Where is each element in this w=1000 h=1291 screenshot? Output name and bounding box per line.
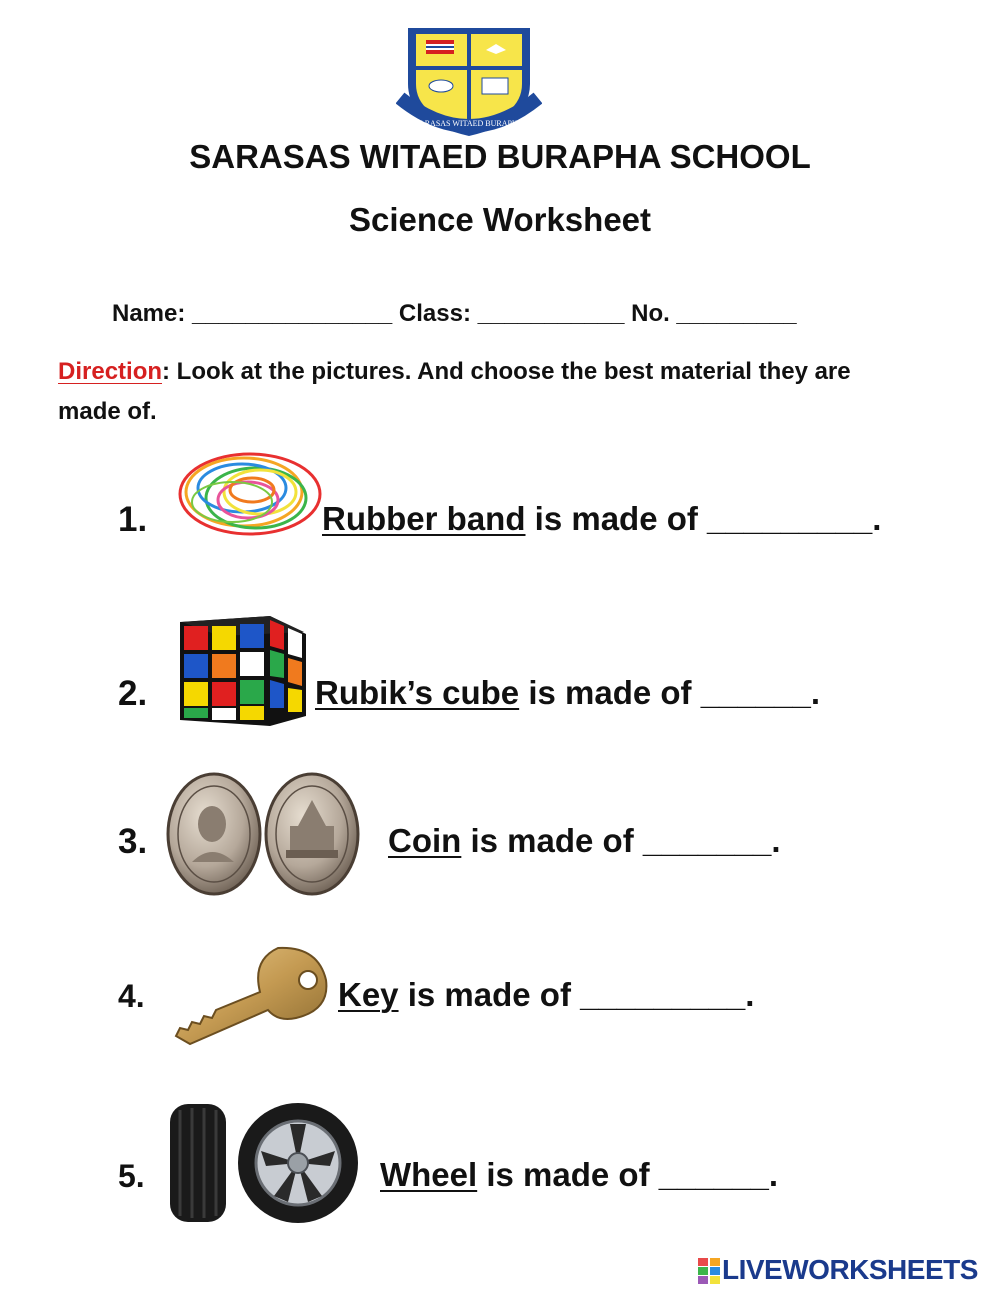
school-logo (396, 22, 542, 140)
question-subject: Coin (388, 822, 462, 859)
direction-block (58, 352, 938, 432)
question-text (388, 822, 781, 860)
wheel-image (166, 1100, 360, 1226)
liveworksheets-logo-icon (698, 1258, 720, 1284)
question-rest: is made of _________. (398, 976, 755, 1013)
question-number: 4. (118, 978, 145, 1014)
question-number: 1. (118, 500, 148, 539)
rubber-bands-image (172, 442, 328, 546)
question-rest: is made of ______. (519, 674, 820, 711)
question-subject: Key (338, 976, 399, 1013)
question-text (322, 500, 881, 538)
question-rest: is made of ______. (477, 1156, 779, 1193)
footer-brand[interactable]: LIVEWORKSHEETS (722, 1254, 978, 1285)
question-text (338, 976, 754, 1014)
direction-text: : Look at the pictures. And choose the best material they are (162, 358, 851, 385)
rubiks-cube-image (172, 604, 310, 728)
question-number: 5. (118, 1158, 145, 1194)
direction-text-line2: made of. (58, 398, 157, 425)
student-info-line: Name: _______________ Class: ___________ No. _________ (112, 300, 797, 327)
question-subject: Rubber band (322, 500, 526, 537)
question-subject: Wheel (380, 1156, 478, 1193)
question-rest: is made of _________. (525, 500, 882, 537)
question-text (315, 674, 820, 712)
key-image (168, 940, 334, 1048)
question-subject: Rubik’s cube (315, 674, 520, 711)
logo-ribbon-text: SARASAS WITAED BURAPHA (414, 119, 524, 128)
worksheet-title: Science Worksheet (348, 201, 652, 238)
school-name: SARASAS WITAED BURAPHA SCHOOL (189, 138, 811, 175)
question-rest: is made of _______. (461, 822, 781, 859)
question-text (380, 1156, 778, 1194)
direction-label: Direction (58, 358, 163, 385)
question-number: 2. (118, 674, 148, 713)
coins-image (164, 770, 364, 898)
question-number: 3. (118, 822, 148, 861)
